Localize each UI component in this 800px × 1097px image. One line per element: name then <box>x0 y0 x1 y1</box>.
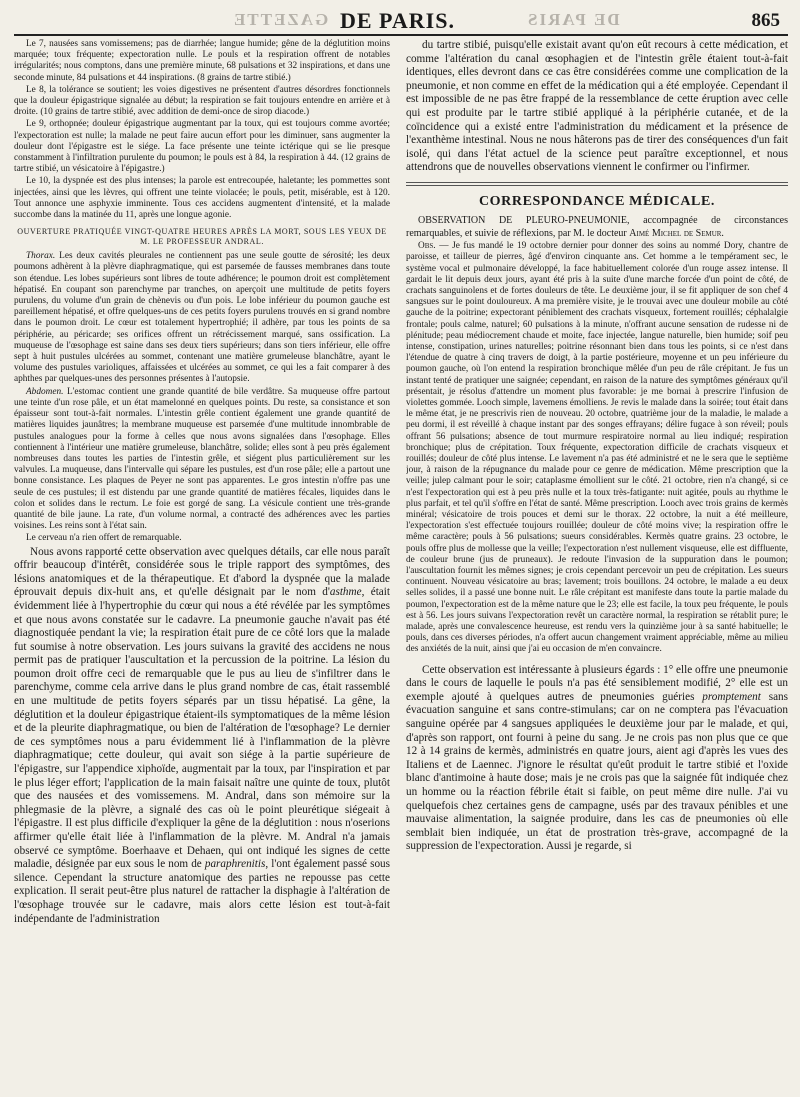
show-through-text-right: DE PARIS <box>526 10 620 29</box>
reflections-text-a: Cette observation est intéressante à plusieurs égards : 1° elle offre une pneumonie dans le cours de laquelle le pouls n'a pas été sensiblement modifié, 2° elle est un exemple ajouté à quelques autres de pneumonies guéries <box>406 663 788 703</box>
term-paraphrenitis: paraphrenitis <box>204 858 266 871</box>
page-header <box>14 8 788 34</box>
commentary-text-b: , était évidemment liée à l'hypertrophie du cœur qui nous a été révélée par les symptômes et que nous avons constatée sur le cadavre. La pneumonie gauche n'avait pas été diagnostiquée pendant la vie; la respiration était pure de ce côté lors que la malade fut soumise à notre observation. Les jours suivans la gravité des accidens ne nous permit pas de pratiquer l'auscultation et la percussion de la poitrine. La lésion du poumon droit offre ceci de remarquable que le pus au lieu de s'infiltrer dans le parenchyme, comme cela arrive dans le plus grand nombre de cas, était rassemblé en une multitude de petits foyers séparés par un tissu hépatisé. La gêne, la déglutition et la douleur épigastrique étaient-ils symptomatiques de la même lésion et de la pleurite diaphragmatique, ou bien de l'altération de l'œsophage? Le dernier de ces symptômes nous a paru évidemment lié à l'inflammation de la plèvre diaphragmatique; cette douleur, qui avait son siége à la partie supérieure de l'épigastre, sur l'appendice xiphoïde, augmentait par la toux, par l'inspiration et par le plus léger effort; l'application de la main faisait naître une quinte de toux, plutôt que des nausées et des vomissemens. M. Andral, dans son mémoire sur la phlegmasie de la plèvre, a signalé des cas où le point pleurétique siégeait à l'épigastre. Il est plus difficile d'expliquer la gêne de la déglutition : nous n'oserions affirmer qu'elle était liée à l'inflammation de la plèvre. M. Andral n'a jamais observé ce symptôme. Boerhaave et Dehaen, qui ont indiqué les signes de cette maladie, désignée par eux sous le nom de <box>14 586 390 871</box>
case-author: Aimé Michel de Semur. <box>629 227 724 239</box>
commentary-text-a: Nous avons rapporté cette observation avec quelques détails, car elle nous paraît offrir beaucoup d'intérêt, considérée sous le triple rapport des symptômes, des lésions anatomiques et de la thérapeutique. Et d'abord la dyspnée que la malade éprouvait depuis dix-huit ans, et qu'elle désignait par le nom d' <box>14 545 390 599</box>
reflections-paragraph <box>406 664 788 854</box>
abdomen-text: L'estomac contient une grande quantité de bile verdâtre. Sa muqueuse offre partout une teinte d'un rose pâle, et un état mamelonné en quelques points. Du reste, sa consistance et son épaisseur sont tout-à-fait normales. L'intestin grêle contient également une grande quantité de matières liquides jaunâtres; la membrane muqueuse est parsemée d'une multitude innombrable de pustules analogues pour la forme à celles que nous avons signalées dans l'œsophage. Elles contiennent à l'intérieur une matière grumeleuse, blanchâtre, solide; elles sont à peu près également nombreuses dans toutes les parties de l'intestin grêle, et siégent plus particulièrement sur les valvules. La muqueuse, dans l'intervalle qui sépare les pustules, est d'un rose pâle; elle a partout une bonne consistance. Les plaques de Peyer ne sont pas apparentes. Le gros intestin n'offre pas une seule de ces pustules; il est distendu par une grande quantité de matières fécales, liquides dans le colon et solides dans le rectum. Le foie est gorgé de sang. La vésicule contient une très-grande quantité de bile jaune. La rate, d'un volume normal, a contracté des adhérences avec les parties voisines. Les reins sont à l'état sain. <box>14 386 390 532</box>
left-column <box>14 39 390 1097</box>
paragraph-day-10: Le 10, la dyspnée est des plus intenses; la parole est entrecoupée, haletante; les pommettes sont injectées, ainsi que les lèvres, qui offrent une teinte violacée; le pouls, petit, misérable, est à 120. Tout annonce une asphyxie imminente. Tous ces accidens augmentent d'intensité, et la malade succombe dans la matinée du 11, après une longue agonie. <box>14 176 390 221</box>
show-through-text-left: GAZETTE <box>232 10 329 29</box>
thorax-label: Thorax. <box>26 251 56 262</box>
right-column <box>406 39 788 1097</box>
case-heading <box>406 215 788 240</box>
autopsy-heading: OUVERTURE PRATIQUÉE VINGT-QUATRE HEURES APRÈS LA MORT, SOUS LES YEUX DE M. LE PROFESSEUR ANDRAL. <box>17 227 387 247</box>
reflections-text-b: sans évacuation sanguine et sans contre-stimulans; car on ne comptera pas l'évacuation sanguine opérée par 4 sangsues appliquées le deuxième jour par le malade, et qui, d'après son rapport, ont fourni à peine du sang. Je ne crois pas non plus que ce que 12 à 14 grains de kermès, administrés en quatre jours, aient agi d'après les vues des Italiens et de Laennec. J'ignore le résultat qu'eût produit le tartre stibié et l'oxide blanc d'antimoine à haute dose; mais je ne crois pas que la saignée fût indiquée chez un homme ou la réaction fébrile était si faible, on peut même dire nulle. J'ai vu quelquefois chez certaines gens de campagne, usés par des travaux pénibles et une mauvaise alimentation, la saignée produire, dans les cas de pneumonies où elle semblait bien indiquée, un état de prostration très-grave, accompagné de la suppression de l'expectoration. Aussi je regarde, si <box>406 690 788 853</box>
reflections <box>406 664 788 854</box>
paragraph-cerveau: Le cerveau n'a rien offert de remarquable. <box>26 533 182 544</box>
observation-paragraph <box>406 241 788 656</box>
term-asthme: asthme <box>329 586 362 599</box>
paragraph-thorax <box>14 251 390 385</box>
paragraph-day-7: Le 7, nausées sans vomissemens; pas de diarrhée; langue humide; gêne de la déglutition moins marquée; toux fréquente; expectoration nulle. Le pouls et la respiration offrent de notables irrégularités; nous comptons, dans une première minute, 68 pulsations et 32 inspirations, et dans une seconde minute, 84 pulsations et 44 inspirations. (8 grains de tartre stibié.) <box>14 39 390 83</box>
thorax-text: Les deux cavités pleurales ne contiennent pas une seule goutte de sérosité; les deux poumons adhèrent à la plèvre diaphragmatique, qui est parsemée de fausses membranes dans toute son étendue. Les lobes supérieurs sont libres de toute adhérence; le poumon droit est complètement hépatisé. En coupant son parenchyme par tranches, on aperçoit une multitude de petits foyers purulens, du volume d'un grain de chènevis ou d'un pois. Le lobe inférieur du poumon gauche est pareillement hépatisé, et offre quelques-uns de ces petits foyers purulens trouvés en si grand nombre dans le poumon droit. Le cœur est totalement hypertrophié; il adhère, par tous les points de sa périphérie, au péricarde; ses orifices offrent un rétrécissement marqué, sans ossification. La muqueuse de l'œsophage est saine dans ses deux tiers supérieurs; dans son tiers inférieur, elle offre sept à huit pustules ulcérées au sommet, contenant une matière grumeleuse blanchâtre, ayant le volume des pustules varioliques, affaissées et ulcérées au sommet, ce qui les a fait comparer à des aphthes par quelques-unes des personnes présentes à l'autopsie. <box>14 251 390 385</box>
section-rule-bottom <box>406 185 788 186</box>
masthead: DE PARIS. <box>340 8 455 33</box>
observation-text: — Je fus mandé le 19 octobre dernier pour donner des soins au nommé Dory, chantre de paroisse, et tailleur de pierres, âgé d'environ cinquante ans. Cet homme a le tempérament sec, le système vocal et pulmonaire développé, la face habituellement colorée d'un rouge assez intense. Il gardait le lit depuis deux jours, ayant été pris à la suite d'une marche forcée d'un point de côté, de crachats sanguinolens et de fortes douleurs de tête. Le deuxième jour, il se fit appliquer de son chef 4 sangsues sur le point douloureux. A ma première visite, je le trouvai avec une douleur mobile au côté gauche de la poitrine; expectorant péniblement des crachats visqueux, fortement rouillés; céphalalgie frontale; pouls calme, naturel; 60 pulsations à la minute, n'offrant aucune sensation de rudesse ni de plénitude; peau médiocrement chaude et moite, face injectée, langue naturelle, bien humide; soif peu intense, constipation, urines naturelles; poitrine résonnant bien dans tous les points, si ce n'est dans l'étendue de quatre à cinq travers de doigt, à la partie postérieure, moyenne et un peu inférieure du poumon gauche, où l'on entend la respiration bronchique mêlée d'un peu de râle crépitant. Je fus un instant tenté de pratiquer une saignée; cependant, en raison de la nature des symptômes généraux qu'il présentait, je résolus d'attendre un moment plus favorable: je me bornai à prescrire l'infusion de violettes gommée. Looch simple, lavemens émolliens. Je revis le malade dans la soirée; tout était dans le même état, je ne prescrivis rien de nouveau. 20 octobre, quatrième jour de la maladie, le malade a peu dormi, il est réveillé à chaque instant par des songes effrayans; délire fugace à son réveil; pouls offrant 56 pulsations; absence de tout murmure respiratoire normal au lieu indiqué; respiration bronchique; plus de crépitation. Toux fréquente, expectoration difficile de crachats visqueux et rouillés; douleur de côté plus intense. Le lavement n'a pas été administré et ne le sera que le septième jour, à raison de la répugnance du malade pour ce genre de médication. Même prescription que la veille; julep calmant pour le soir; cataplasme émollient sur le côté. 21 octobre, rien n'a changé, si ce n'est l'expectoration qui est à peu près nulle et la toux très-fatigante: nuit agitée, pouls au rhythme le plus parfait, et tel qu'il s'offre en l'état de santé. Même prescription. Looch avec trois grains de kermès minéral; vésicatoire de trois pouces et demi sur le thorax. 22 octobre, la nuit a été meilleure, l'expectoration s'est effectuée toujours rouillée; douleur de côté moins vive; la respiration offre le même caractère; pouls à 56 pulsations; sueurs considérables. Kermès quatre grains. 23 octobre, le pouls offre plus de mollesse que la veille; l'expectoration n'est nullement visqueuse, elle est diffluente, de couleur brune (jus de pruneaux). Je redoute l'invasion de la suppuration dans le poumon; l'auscultation fournit les mêmes signes; je crois cependant percevoir un peu de crépitation. Les sueurs continuent. Nouveau vésicatoire au bras; lavement; trois bouillons. 24 octobre, le malade a eu deux selles solides, il a passé une bonne nuit. Le râle crépitant est manifeste dans toute la partie malade du poumon, l'expectoration est de la même nature que le 23; elle est facile, la toux peu fréquente, le pouls est à 56. Les jours suivans l'expectoration revêt un caractère normal, la respiration se rétablit pure; le malade, après une convalescence heureuse, est rendu vers la quinzième jour à sa santé habituelle; le pouls, dans ces diverses périodes, n'a offert aucun changement vraiment appréciable, même au milieu des anxiétés de la nuit, ainsi que j'ai eu occasion de m'en convaincre. <box>406 241 788 655</box>
commentary-continued <box>406 39 788 175</box>
case-subtitle: , accompagnée de circonstances remarquables, et suivie de réflexions, par M. le docteur <box>406 215 788 239</box>
paragraph-abdomen <box>14 387 390 533</box>
commentary-paragraph <box>14 546 390 927</box>
term-promptement: promptement <box>702 690 761 703</box>
observation-label: Obs. <box>418 241 436 252</box>
commentary <box>14 546 390 927</box>
paragraph-day-9: Le 9, orthopnée; douleur épigastrique augmentant par la toux, qui est toujours comme avortée; l'expectoration est nulle; la malade ne peut faire aucun effort pour les diminuer, sans augmenter la douleur dont l'épigastre est le siége. La face présente une teinte ictérique qui se lie presque constamment à l'infiltration purulente du poumon; le pouls est à 84, la respiration à 44. (12 grains de tartre stibié, un vésicatoire à l'épigastre.) <box>14 119 390 175</box>
section-rule-top <box>406 182 788 183</box>
case-title: OBSERVATION DE PLEURO-PNEUMONIE <box>418 215 627 227</box>
commentary-continued-paragraph: du tartre stibié, puisqu'elle existait avant qu'on eût recours à cette médication, et comme l'altération du canal œsophagien et de l'intestin grêle étaient tout-à-fait identiques, elles devront dans ce cas être considérées comme une complication de la pneumonie, et non comme en effet de la médication qui a été employée. Cependant il est impossible de ne pas être frappé de la ressemblance de cette éruption avec celle qui est produite par le tartre stibié appliqué à la périphérie cutanée, et de la coïncidence qui a existé entre l'administration du médicament et la présence de l'exanthème intestinal. Nous ne nous hâterons pas de tirer des conséquences d'un fait isolé, qui dans l'état actuel de la science peut paraître exceptionnel, et nous attendrons que de nouvelles observations viennent le confirmer ou l'infirmer. <box>406 39 788 174</box>
paragraph-day-8: Le 8, la tolérance se soutient; les voies digestives ne présentent d'autres désordres fonctionnels que la douleur épigastrique signalée au début; la respiration se fait toujours entendre en arrière et à droite. (10 grains de tartre stibié, avec addition de demi-once de sirop diacode.) <box>14 84 390 118</box>
columns <box>14 39 788 1097</box>
section-title: CORRESPONDANCE MÉDICALE. <box>478 193 716 209</box>
header-rule <box>14 34 788 36</box>
abdomen-label: Abdomen. <box>26 386 64 397</box>
commentary-text-c: , l'ont également passé sous silence. Cependant la structure anatomique des parties ne repousse pas cette explication. Il serait peut-être plus naturel de rattacher la disphagie à l'altération de l'œsophage trouvée sur le cadavre, mais alors cette lésion est tout-à-fait indépendante de l'administration <box>14 858 390 925</box>
page-number: 865 <box>751 10 780 31</box>
